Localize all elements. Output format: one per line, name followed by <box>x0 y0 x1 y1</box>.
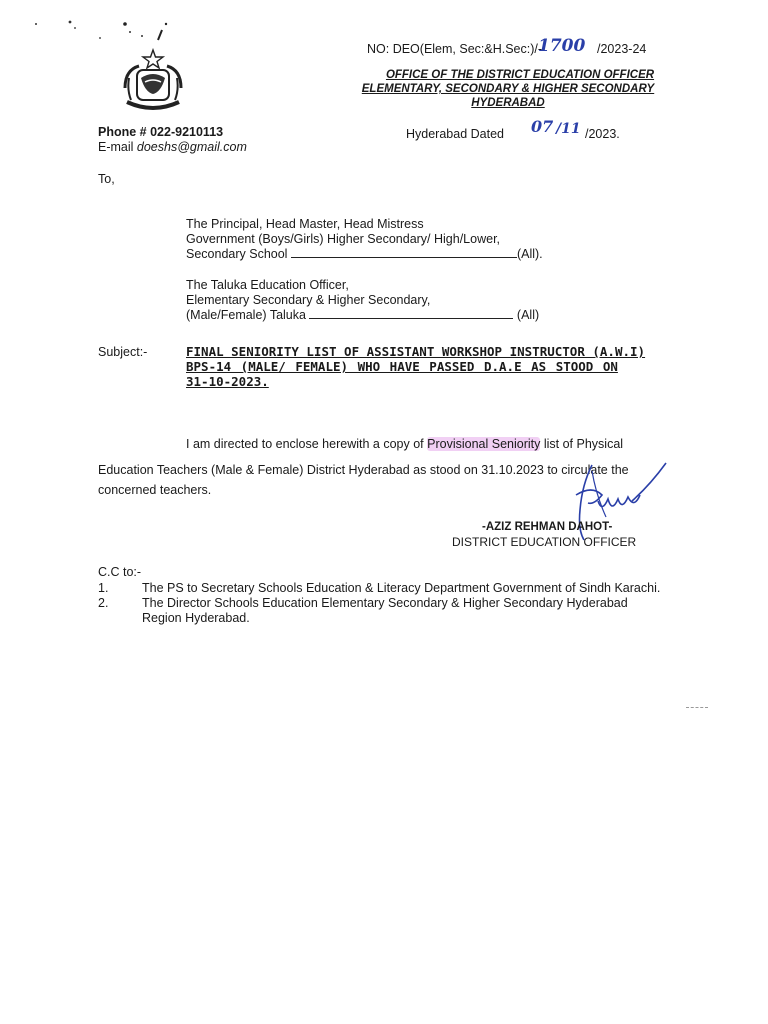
office-line-3: HYDERABAD <box>471 97 545 109</box>
cc-item-2-num: 2. <box>98 596 109 610</box>
addressee1-prefix: Secondary School <box>186 247 288 261</box>
reference-prefix: NO: DEO(Elem, Sec:&H.Sec:)/- <box>367 42 543 56</box>
phone-number: 022-9210113 <box>150 125 224 139</box>
subject-line-3: 31-10-2023. <box>186 374 269 389</box>
addressee1-line3 <box>186 246 543 262</box>
highlighted-phrase: Provisional Seniority <box>427 437 541 451</box>
school-blank <box>291 246 517 258</box>
cc-label: C.C to:- <box>98 565 142 579</box>
body-line-3: concerned teachers. <box>98 483 212 497</box>
cc-item-1-text: The PS to Secretary Schools Education & Literacy Department Government of Sindh Karachi. <box>142 581 661 595</box>
date-day: 07 <box>531 117 554 136</box>
office-line-2: ELEMENTARY, SECONDARY & HIGHER SECONDARY <box>361 83 655 95</box>
addressee2-line2: Elementary Secondary & Higher Secondary, <box>186 293 431 307</box>
cc-item-2-text-cont: Region Hyderabad. <box>142 611 250 625</box>
addressee1-line2: Government (Boys/Girls) Higher Secondary/ High/Lower, <box>186 232 501 246</box>
cc-item-2-text: The Director Schools Education Elementary Secondary & Higher Secondary Hyderabad <box>142 596 628 610</box>
phone-label: Phone # <box>98 125 147 139</box>
reference-number <box>367 41 542 57</box>
addressee2-suffix: (All) <box>516 308 540 322</box>
subject-line-2: BPS-14 (MALE/ FEMALE) WHO HAVE PASSED D.A.E AS STOOD ON <box>186 359 618 374</box>
subject-label: Subject:- <box>98 345 148 359</box>
subject-line-1: FINAL SENIORITY LIST OF ASSISTANT WORKSHOP INSTRUCTOR (A.W.I) <box>186 344 646 359</box>
scan-specks <box>30 14 180 50</box>
cc-item-1-num: 1. <box>98 581 109 595</box>
reference-handwritten-number: 1700 <box>538 36 586 56</box>
email-address: doeshs@gmail.com <box>136 140 247 154</box>
addressee2-prefix: (Male/Female) Taluka <box>186 308 306 322</box>
to-label: To, <box>98 172 115 186</box>
date-month: /11 <box>556 121 581 137</box>
addressee2-line1: The Taluka Education Officer, <box>186 278 349 292</box>
office-line-1: OFFICE OF THE DISTRICT EDUCATION OFFICER <box>385 69 655 81</box>
body-line-1 <box>186 436 623 452</box>
body-p1-a: I am directed to enclose herewith a copy of <box>186 437 424 451</box>
addressee1-suffix: (All). <box>516 247 543 261</box>
reference-year: /2023-24 <box>597 42 647 56</box>
phone-line <box>98 124 223 140</box>
date-month-value: 11 <box>561 121 581 137</box>
body-line-2: Education Teachers (Male & Female) District Hyderabad as stood on 31.10.2023 to circulate the <box>98 463 629 477</box>
email-line <box>98 139 247 155</box>
signatory-name: -AZIZ REHMAN DAHOT- <box>482 521 613 533</box>
signatory-title: DISTRICT EDUCATION OFFICER <box>452 535 637 549</box>
date-year: /2023. <box>585 127 620 141</box>
addressee1-line1: The Principal, Head Master, Head Mistress <box>186 217 424 231</box>
email-label: E-mail <box>98 140 134 154</box>
scan-mark <box>686 707 708 708</box>
government-emblem-icon <box>117 48 189 118</box>
taluka-blank <box>309 307 513 319</box>
addressee2-line3 <box>186 307 539 323</box>
body-p1-b: list of Physical <box>543 437 624 451</box>
dated-label: Hyderabad Dated <box>406 127 504 141</box>
